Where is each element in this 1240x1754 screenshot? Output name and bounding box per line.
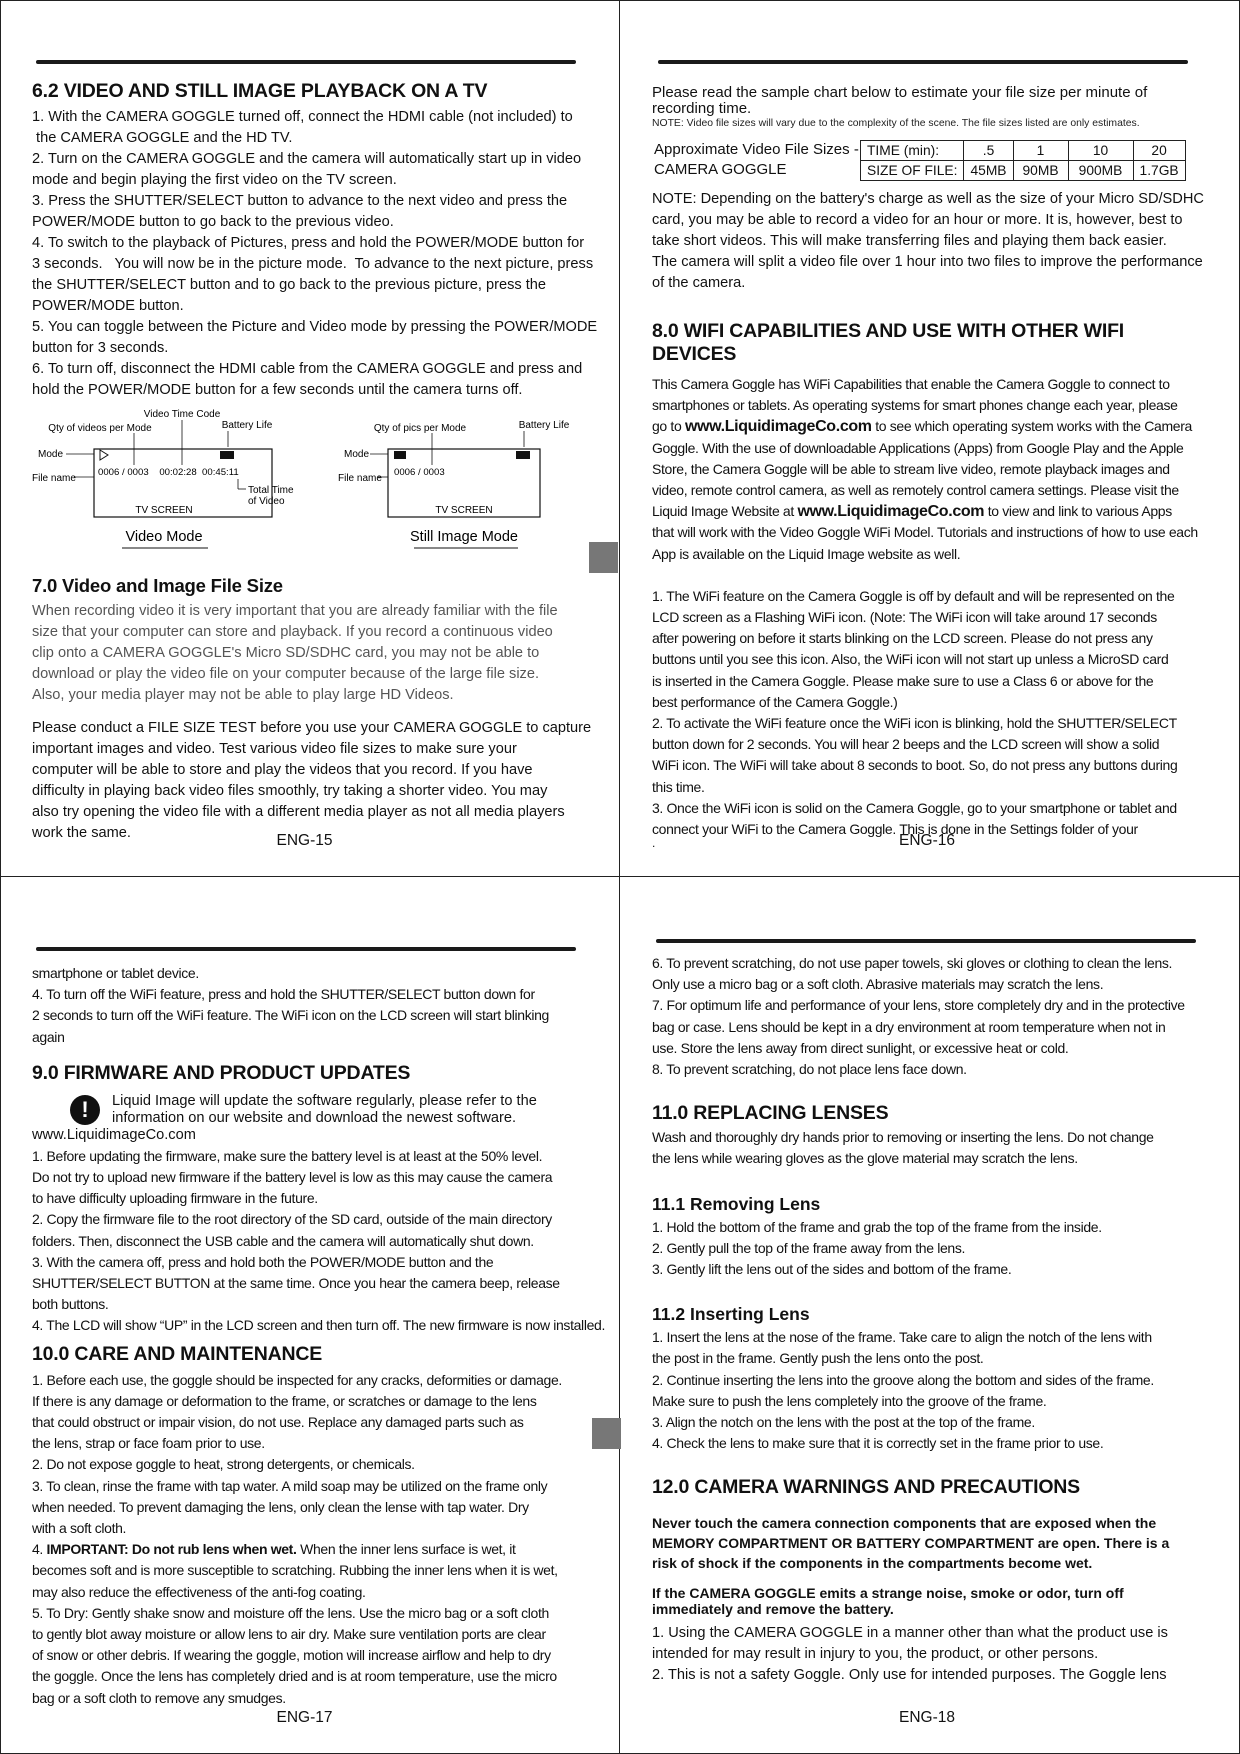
text-line: Make sure to push the lens completely into the groove of the frame. [652, 1392, 1047, 1409]
table-cell: 20 [1133, 141, 1185, 161]
label-mode: Mode [38, 449, 64, 460]
wifi-steps [652, 586, 1212, 840]
text-line: risk of shock if the components in the compartments become wet. [652, 1555, 1093, 1572]
border-top [0, 0, 1240, 1]
page-eng-16 [652, 10, 1212, 850]
text-line: the SHUTTER/SELECT button and to go back to the previous picture, press the [32, 277, 547, 293]
page-number: ENG-17 [276, 1709, 333, 1726]
text-line: 1. Before updating the firmware, make sure the battery level is at least at the 50% level. [32, 1147, 543, 1164]
table-cell: SIZE OF FILE: [861, 161, 964, 181]
text-line: WiFi icon. The WiFi will take about 8 seconds to boot. So, do not press any buttons during [652, 757, 1178, 774]
wifi-paragraph [652, 374, 1212, 565]
label-battery-life-still: Battery Life [518, 420, 570, 431]
text-line: Approximate Video File Sizes - [654, 141, 859, 158]
text-line: computer will be able to store and play the videos that you record. If you have [32, 762, 533, 778]
section-heading: 7.0 Video and Image File Size [32, 575, 283, 596]
table-label [654, 140, 860, 181]
text-line: button for 3 seconds. [32, 340, 169, 356]
text-line: 2 seconds to turn off the WiFi feature. The WiFi icon on the LCD screen will start blinking [32, 1007, 549, 1024]
header-rule [36, 60, 576, 64]
playback-diagrams [32, 407, 612, 567]
caption-video-mode: Video Mode [125, 529, 203, 545]
text-line: Also, your media player may not be able to play large HD Videos. [32, 687, 454, 703]
text-line: recording time. [652, 100, 752, 117]
text-span: 4. [32, 1541, 47, 1558]
table-cell: .5 [964, 141, 1013, 161]
still-readout: 0006 / 0003 [394, 467, 445, 478]
text-line: download or play the video file on your computer because of the large file size. [32, 666, 540, 682]
text-line: 3. With the camera off, press and hold both the POWER/MODE button and the [32, 1253, 494, 1270]
header-rule [36, 947, 576, 951]
text-line: of snow or other debris. If wearing the goggle, motion will increase airflow and help to dry [32, 1647, 551, 1664]
label-tv-screen-still: TV SCREEN [435, 505, 493, 516]
website-link[interactable]: www.LiquidimageCo.com [797, 503, 985, 521]
page-number: ENG-16 [899, 832, 955, 849]
text-line: mode and begin playing the first video on the TV screen. [32, 172, 397, 188]
text-line: that will work with the Video Goggle WiFi Model. Tutorials and instructions of how to use each [652, 524, 1198, 541]
text-line: Goggle. With the use of downloadable Applications (Apps) from Google Play and the Apple [652, 439, 1184, 456]
text-line: smartphones or tablets. As operating systems for smart phones change each year, please [652, 397, 1178, 414]
text-line: 7. For optimum life and performance of your lens, store completely dry and in the protective [652, 997, 1185, 1014]
text-line: 2. This is not a safety Goggle. Only use for intended purposes. The Goggle lens [652, 1667, 1167, 1684]
table-cell: 900MB [1068, 161, 1133, 181]
text-line: SHUTTER/SELECT BUTTON at the same time. Once you hear the camera beep, release [32, 1275, 560, 1292]
text-line: www.LiquidimageCo.com [32, 1126, 196, 1143]
text-line: the post in the frame. Gently push the lens onto the post. [652, 1350, 984, 1367]
page-eng-17 [32, 887, 612, 1727]
text-line: to gently blot away moisture or allow lens to air dry. Make sure ventilation ports are clear [32, 1626, 546, 1643]
label-total-time: Total Time [248, 485, 294, 496]
table-cell: 45MB [964, 161, 1013, 181]
text-line: 3. Press the SHUTTER/SELECT button to advance to the next video and press the [32, 193, 568, 209]
battery-icon [516, 451, 530, 459]
text-line: the lens while wearing gloves as the glove material may scratch the lens. [652, 1150, 1078, 1167]
camera-icon [394, 451, 406, 459]
page-eng-18 [652, 887, 1217, 1727]
label-battery-life: Battery Life [221, 420, 273, 431]
text-line: the lens, strap or face foam prior to use. [32, 1435, 265, 1452]
text-line: 2. Copy the firmware file to the root directory of the SD card, outside of the main directory [32, 1211, 552, 1228]
table-cell: 1.7GB [1133, 161, 1185, 181]
text-span: Liquid Image Website at [652, 503, 798, 520]
label-qty-videos: Qty of videos per Mode [48, 423, 152, 434]
replace-intro [652, 1127, 1217, 1169]
care-steps-cont [652, 953, 1217, 1080]
text-line: bag or case. Lens should be kept in a dry environment at room temperature when not in [652, 1018, 1166, 1035]
battery-note [652, 189, 1212, 294]
text-line: 2. Turn on the CAMERA GOGGLE and the camera will automatically start up in video [32, 151, 582, 167]
text-line: the goggle. Once the lens has completely dried and is at room temperature, use the micro [32, 1668, 557, 1685]
table-cell: 1 [1013, 141, 1068, 161]
text-line: again [32, 1028, 65, 1045]
table-cell: 90MB [1013, 161, 1068, 181]
warning-bold-2 [652, 1585, 1217, 1617]
page-divider-vertical [619, 0, 620, 1754]
text-line: Please read the sample chart below to estimate your file size per minute of [652, 84, 1148, 101]
text-line: use. Store the lens away from direct sunlight, or excessive heat or cold. [652, 1039, 1069, 1056]
text-line: 3. Gently lift the lens out of the sides and bottom of the frame. [652, 1261, 1012, 1278]
care-steps [32, 1370, 612, 1709]
text-line: CAMERA GOGGLE [654, 161, 787, 178]
text-line: 1. Before each use, the goggle should be inspected for any cracks, deformities or damage. [32, 1371, 562, 1388]
text-line: 1. Hold the bottom of the frame and grab the top of the frame from the inside. [652, 1218, 1102, 1235]
text-line: 3 seconds. You will now be in the picture mode. To advance to the next picture, press [32, 256, 594, 272]
section-heading: 10.0 CARE AND MAINTENANCE [32, 1342, 323, 1365]
caption-still-mode: Still Image Mode [410, 529, 518, 545]
text-line: NOTE: Depending on the battery's charge as well as the size of your Micro SD/SDHC [652, 191, 1204, 207]
text-line: 1. With the CAMERA GOGGLE turned off, connect the HDMI cable (not included) to [32, 109, 573, 125]
text-line: intended for may result in injury to you, the product, or other persons. [652, 1646, 1099, 1663]
text-line: 2. Do not expose goggle to heat, strong detergents, or chemicals. [32, 1456, 415, 1473]
text-line: 2. Continue inserting the lens into the groove along the bottom and sides of the frame. [652, 1371, 1154, 1388]
header-rule [658, 60, 1188, 64]
wifi-steps-cont [32, 963, 612, 1048]
warning-bold-1 [652, 1513, 1217, 1573]
text-line: that could obstruct or impair vision, do not use. Replace any damaged parts such as [32, 1414, 524, 1431]
text-line: 1. Insert the lens at the nose of the frame. Take care to align the notch of the lens with [652, 1329, 1152, 1346]
text-line: best performance of the Camera Goggle.) [652, 693, 898, 710]
text-line: is inserted in the Camera Goggle. Please make sure to use a Class 6 or above for the [652, 672, 1154, 689]
text-line: Liquid Image will update the software regularly, please refer to the [112, 1092, 537, 1109]
text-line: to have difficulty uploading firmware in the future. [32, 1190, 318, 1207]
label-total-time-2: of Video [248, 496, 285, 507]
text-line: Never touch the camera connection components that are exposed when the [652, 1515, 1157, 1532]
text-line: becomes soft and is more susceptible to scratching. Rubbing the inner lens when it is wet, [32, 1562, 558, 1579]
stray-dot: . [652, 836, 656, 850]
text-line: bag or a soft cloth to remove any smudges. [32, 1689, 286, 1706]
text-line: after powering on before it starts blinking on the LCD screen. Please do not press any [652, 630, 1153, 647]
text-line [32, 1539, 612, 1560]
text-line: 6. To turn off, disconnect the HDMI cable from the CAMERA GOGGLE and press and [32, 361, 583, 377]
text-line: take short videos. This will make transferring files and playing them back easier. [652, 233, 1167, 249]
text-line: POWER/MODE button to go back to the previous video. [32, 214, 394, 230]
note-text [32, 1093, 612, 1144]
text-line: When recording video it is very important that you are already familiar with the file [32, 603, 558, 619]
text-line: important images and video. Test various video file sizes to make sure your [32, 741, 517, 757]
text-line: card, you may be able to record a video for an hour or more. It is, however, best to [652, 212, 1183, 228]
subsection-heading: 11.1 Removing Lens [652, 1193, 821, 1214]
text-line: 6. To prevent scratching, do not use paper towels, ski gloves or clothing to clean the lens. [652, 955, 1173, 971]
text-line: immediately and remove the battery. [652, 1601, 894, 1618]
text-line: POWER/MODE button. [32, 298, 184, 314]
text-line: The camera will split a video file over 1 hour into two files to improve the performance [652, 254, 1203, 270]
label-file-name: File name [32, 473, 76, 484]
section-heading: 6.2 VIDEO AND STILL IMAGE PLAYBACK ON A TV [32, 80, 488, 102]
text-line: Only use a micro bag or a soft cloth. Abrasive materials may scratch the lens. [652, 976, 1104, 993]
text-line: this time. [652, 778, 705, 795]
text-line: App is available on the Liquid Image website as well. [652, 545, 961, 562]
text-line: 3. Align the notch on the lens with the post at the top of the frame. [652, 1414, 1035, 1431]
text-line: 8. To prevent scratching, do not place lens face down. [652, 1061, 967, 1078]
text-line: with a soft cloth. [32, 1520, 127, 1537]
page-number: ENG-18 [899, 1709, 955, 1726]
text-line: 2. To activate the WiFi feature once the WiFi icon is blinking, hold the SHUTTER/SELECT [652, 715, 1177, 732]
text-line: folders. Then, disconnect the USB cable and the camera will automatically shut down. [32, 1232, 534, 1249]
section-heading: 12.0 CAMERA WARNINGS AND PRECAUTIONS [652, 1476, 1080, 1499]
text-line [652, 416, 1212, 437]
text-line: the CAMERA GOGGLE and the HD TV. [32, 130, 293, 146]
label-video-time-code: Video Time Code [143, 409, 221, 420]
text-span: When the inner lens surface is wet, it [296, 1541, 516, 1558]
text-span: to see which operating system works with the Camera [871, 418, 1192, 435]
text-line: Please conduct a FILE SIZE TEST before you use your CAMERA GOGGLE to capture [32, 720, 592, 736]
text-line: This Camera Goggle has WiFi Capabilities that enable the Camera Goggle to connect to [652, 376, 1170, 392]
text-line: 3. Once the WiFi icon is solid on the Camera Goggle, go to your smartphone or tablet and [652, 799, 1177, 816]
text-line: information on our website and download the newest software. [112, 1109, 517, 1126]
text-line: Wash and thoroughly dry hands prior to removing or inserting the lens. Do not change [652, 1129, 1154, 1146]
text-line: smartphone or tablet device. [32, 965, 199, 981]
remove-steps [652, 1217, 1217, 1281]
insert-steps [652, 1327, 1217, 1454]
file-size-table [860, 140, 1186, 181]
section-heading: 9.0 FIRMWARE AND PRODUCT UPDATES [32, 1061, 411, 1084]
page-eng-15 [32, 10, 612, 850]
text-line: If there is any damage or deformation to the frame, or scratches or damage to the lens [32, 1392, 537, 1409]
text-line: hold the POWER/MODE button for a few seconds until the camera turns off. [32, 382, 523, 398]
alert-icon: ! [70, 1095, 100, 1125]
text-line: 4. Check the lens to make sure that it is correctly set in the frame prior to use. [652, 1435, 1104, 1452]
label-file-name-still: File name [338, 473, 382, 484]
table-row [861, 141, 1186, 161]
text-line: Store, the Camera Goggle will be able to stream live video, remote playback images and [652, 460, 1170, 477]
text-line: 5. To Dry: Gently shake snow and moisture off the lens. Use the micro bag or a soft cloth [32, 1604, 549, 1621]
label-mode-still: Mode [344, 449, 370, 460]
text-line: clip onto a CAMERA GOGGLE's Micro SD/SDHC card, you may not be able to [32, 645, 540, 661]
battery-icon [220, 451, 234, 459]
text-line: Do not try to upload new firmware if the battery level is low as this may cause the camera [32, 1169, 553, 1186]
text-line [652, 501, 1212, 522]
text-line: when needed. To prevent damaging the lens, only clean the lense with tap water. Dry [32, 1498, 529, 1515]
video-readout: 0006 / 0003 00:02:28 00:45:11 [98, 467, 239, 478]
file-size-test-paragraph [32, 718, 612, 844]
text-line: If the CAMERA GOGGLE emits a strange noise, smoke or odor, turn off [652, 1585, 1124, 1602]
text-line: 1. Using the CAMERA GOGGLE in a manner other than what the product use is [652, 1625, 1168, 1642]
label-tv-screen: TV SCREEN [135, 505, 193, 516]
text-line: difficulty in playing back video files smoothly, try taking a shorter video. You may [32, 783, 548, 799]
page-divider-horizontal [0, 876, 1240, 877]
page-number: ENG-15 [276, 832, 333, 849]
text-line: work the same. [32, 825, 131, 841]
text-line: 3. To clean, rinse the frame with tap water. A mild soap may be utilized on the frame only [32, 1477, 548, 1494]
text-line: also try opening the video file with a different media player as not all media players [32, 804, 565, 820]
text-line: buttons until you see this icon. Also, the WiFi icon will not start up unless a MicroSD card [652, 651, 1169, 668]
section-heading: 11.0 REPLACING LENSES [652, 1102, 889, 1125]
warning-steps [652, 1623, 1217, 1686]
table-cell: 10 [1068, 141, 1133, 161]
text-line: 4. The LCD will show “UP” in the LCD screen and then turn off. The new firmware is now installed. [32, 1317, 605, 1334]
text-line: 1. The WiFi feature on the Camera Goggle is off by default and will be represented on the [652, 587, 1175, 604]
text-line: connect your WiFi to the Camera Goggle. This is done in the Settings folder of your [652, 821, 1138, 838]
table-row [861, 161, 1186, 181]
label-qty-pics: Qty of pics per Mode [373, 423, 467, 434]
firmware-note [32, 1093, 612, 1144]
tv-screen-diagrams [32, 407, 612, 567]
play-icon [100, 450, 108, 460]
header-rule [656, 939, 1196, 943]
text-line: both buttons. [32, 1296, 109, 1313]
text-line: size that your computer can store and playback. If you record a continuous video [32, 624, 553, 640]
text-line: button down for 2 seconds. You will hear 2 beeps and the LCD screen will show a solid [652, 736, 1160, 753]
file-size-table-row [654, 140, 1212, 181]
subsection-heading: 11.2 Inserting Lens [652, 1304, 810, 1325]
file-size-paragraph [32, 601, 612, 706]
text-line: 4. To turn off the WiFi feature, press and hold the SHUTTER/SELECT button down for [32, 986, 535, 1003]
firmware-steps [32, 1146, 612, 1337]
text-line: LCD screen as a Flashing WiFi icon. (Note: The WiFi icon will take around 17 seconds [652, 609, 1157, 626]
text-line: of the camera. [652, 275, 746, 291]
important-text: IMPORTANT: Do not rub lens when wet. [46, 1541, 297, 1558]
text-line: 2. Gently pull the top of the frame away from the lens. [652, 1239, 966, 1256]
text-line: 5. You can toggle between the Picture and Video mode by pressing the POWER/MODE [32, 319, 598, 335]
small-note: NOTE: Video file sizes will vary due to the complexity of the scene. The file sizes listed are only estimates. [652, 118, 1140, 129]
text-line: 4. To switch to the playback of Pictures, press and hold the POWER/MODE button for [32, 235, 585, 251]
section-heading: 8.0 WIFI CAPABILITIES AND USE WITH OTHER WIFI DEVICES [652, 320, 1124, 365]
text-span: go to [652, 418, 685, 435]
text-line: may also reduce the effectiveness of the anti-fog coating. [32, 1583, 366, 1600]
text-line: video, remote control camera, as well as remotely control camera settings. Please visit the [652, 482, 1179, 499]
text-line: MEMORY COMPARTMENT OR BATTERY COMPARTMENT are open. There is a [652, 1535, 1170, 1552]
playback-steps [32, 107, 612, 401]
website-link[interactable]: www.LiquidimageCo.com [684, 418, 872, 436]
table-cell: TIME (min): [861, 141, 964, 161]
text-span: to view and link to various Apps [984, 503, 1172, 520]
border-left [0, 0, 1, 1754]
